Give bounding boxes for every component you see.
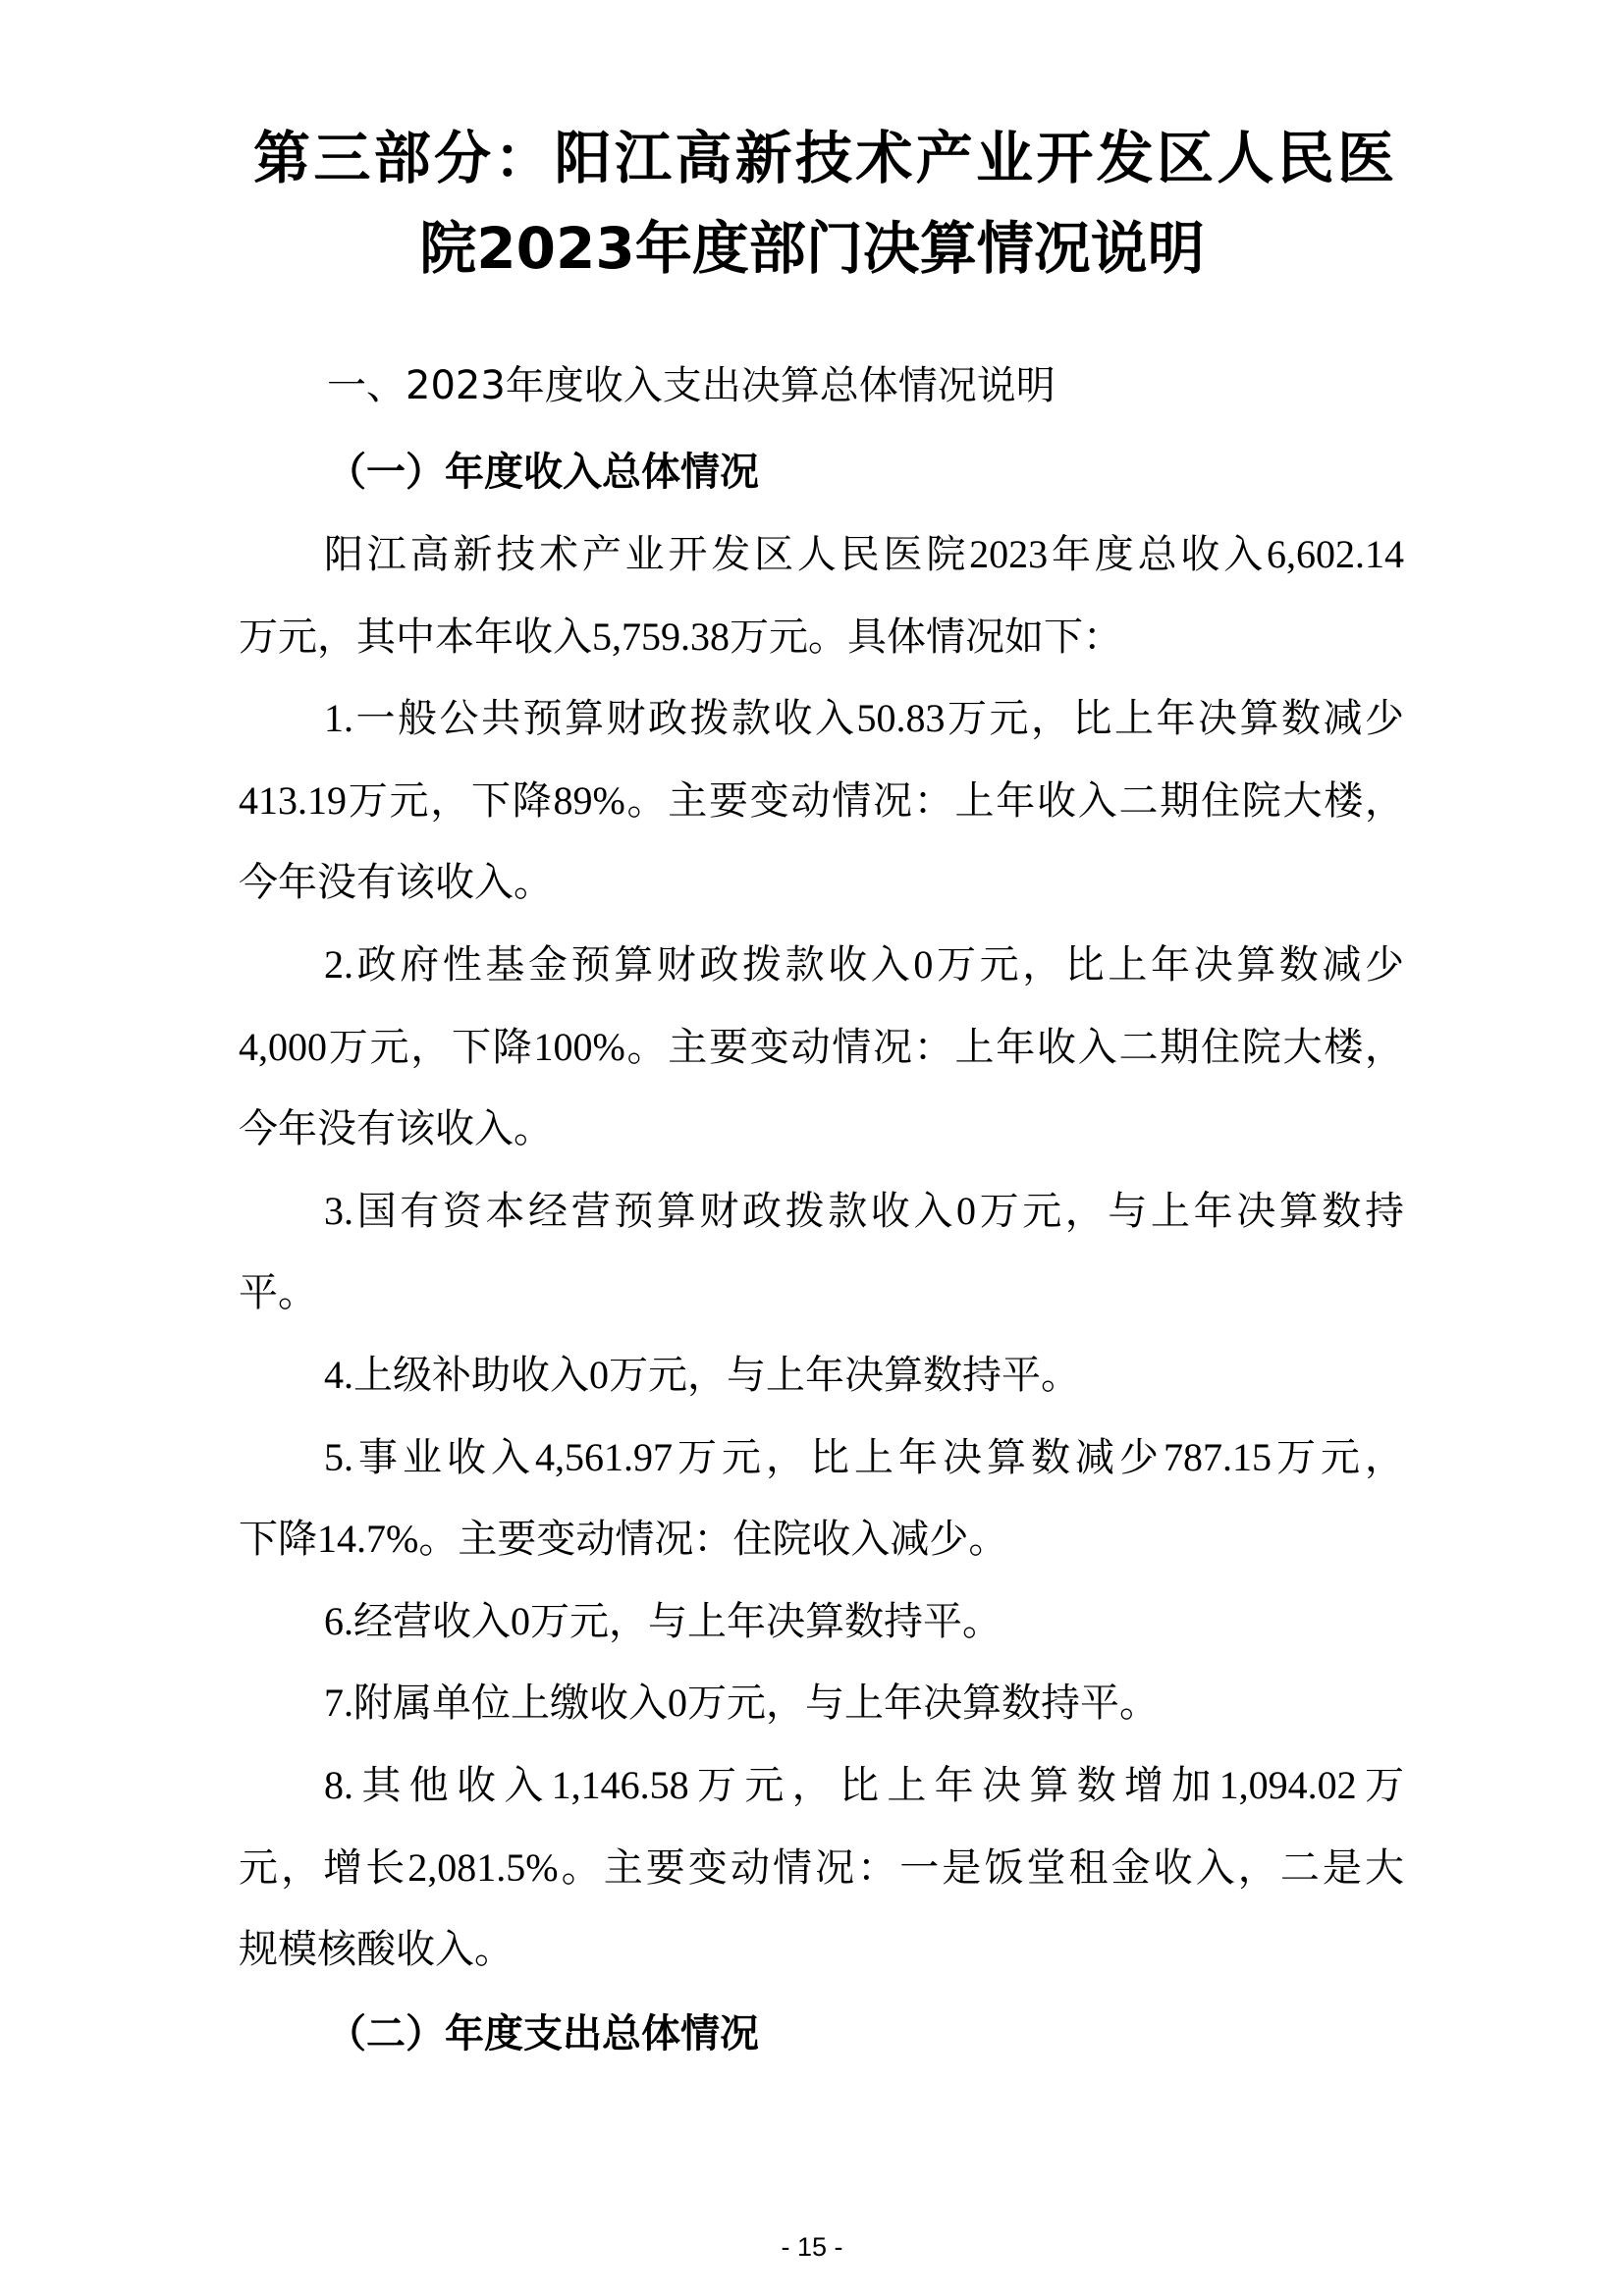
- body-text-line: 4,000万元，下降100%。主要变动情况：上年收入二期住院大楼，: [239, 1025, 1404, 1069]
- body-text-line: 今年没有该收入。: [239, 1106, 553, 1150]
- page-number: - 15 -: [781, 2232, 843, 2262]
- body-text-line: 元，增长2,081.5%。主要变动情况：一是饭堂租金收入，二是大: [239, 1845, 1404, 1890]
- body-text-line: 下降14.7%。主要变动情况：住院收入减少。: [239, 1517, 1008, 1561]
- body-text-line: 阳江高新技术产业开发区人民医院2023年度总收入6,602.14: [324, 532, 1404, 576]
- body-text-line: 8.其他收入1,146.58万元，比上年决算数增加1,094.02万: [324, 1763, 1404, 1807]
- body-text-line: 6.经营收入0万元，与上年决算数持平。: [324, 1599, 1001, 1643]
- page-title-line-2: 院2023年度部门决算情况说明: [419, 215, 1205, 282]
- body-text-line: 413.19万元，下降89%。主要变动情况：上年收入二期住院大楼，: [239, 778, 1404, 823]
- page-title-line-1: 第三部分：阳江高新技术产业开发区人民医: [253, 125, 1394, 191]
- body-text-line: 7.附属单位上缴收入0万元，与上年决算数持平。: [324, 1681, 1159, 1725]
- body-text-line: 2.政府性基金预算财政拨款收入0万元，比上年决算数减少: [324, 942, 1404, 987]
- subsection-heading-income: （一）年度收入总体情况: [327, 449, 759, 495]
- body-text-line: 5.事业收入4,561.97万元，比上年决算数减少787.15万元，: [324, 1435, 1404, 1479]
- body-text-line: 规模核酸收入。: [239, 1927, 514, 1971]
- body-text-line: 平。: [239, 1270, 317, 1314]
- section-heading: 一、2023年度收入支出决算总体情况说明: [327, 363, 1056, 408]
- body-text-line: 3.国有资本经营预算财政拨款收入0万元，与上年决算数持: [324, 1189, 1404, 1233]
- body-text-line: 万元，其中本年收入5,759.38万元。具体情况如下：: [239, 614, 1122, 659]
- body-text-line: 1.一般公共预算财政拨款收入50.83万元，比上年决算数减少: [324, 696, 1404, 740]
- body-text-line: 今年没有该收入。: [239, 860, 553, 904]
- body-text-line: 4.上级补助收入0万元，与上年决算数持平。: [324, 1353, 1080, 1397]
- subsection-heading-expenditure: （二）年度支出总体情况: [327, 2010, 759, 2056]
